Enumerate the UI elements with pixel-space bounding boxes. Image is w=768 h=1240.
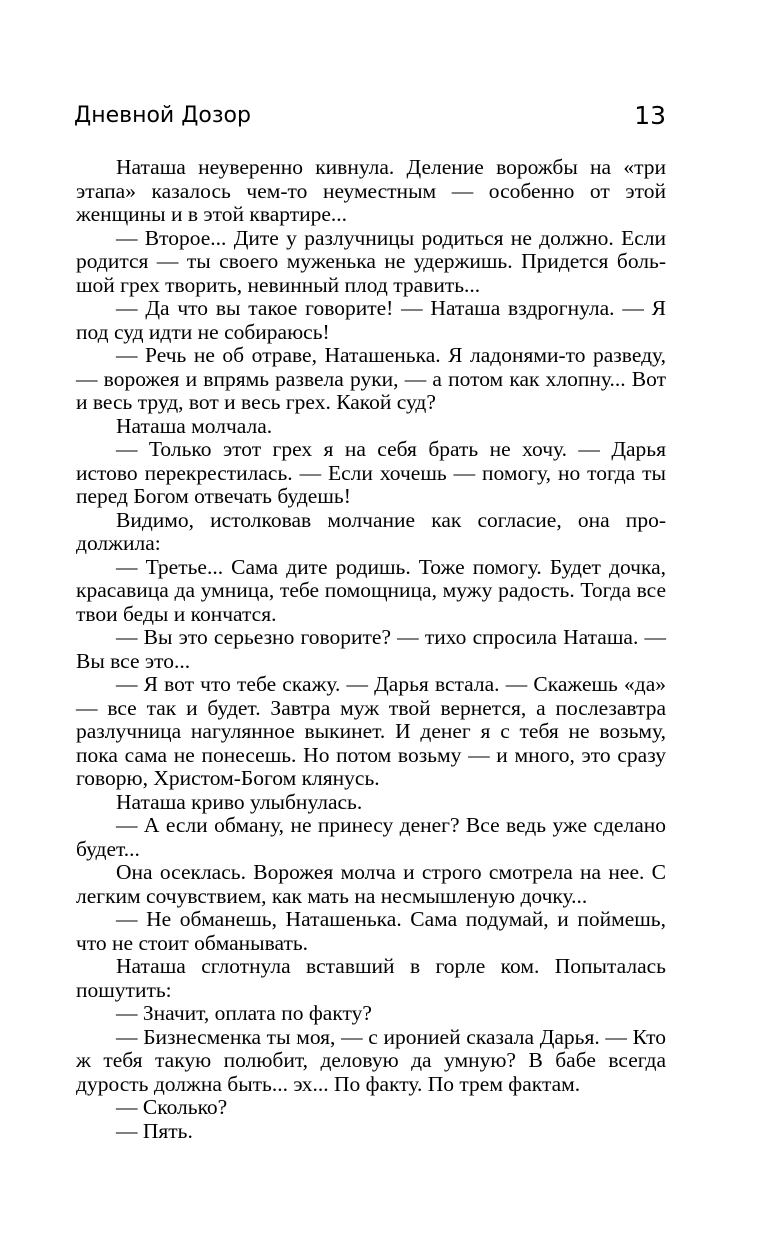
paragraph: — Сколько?: [116, 1095, 228, 1119]
paragraph: — Не обманешь, Наташенька. Сама подумай, и поймешь, что не стоит обманывать.: [76, 907, 666, 955]
paragraph: Наташа молчала.: [116, 413, 273, 438]
paragraph: — Речь не об отраве, Наташенька. Я ладонями-то разведу, — ворожея и впрямь развела руки, — а потом как хлопну... Вот и весь труд, вот и весь грех. Какой суд?: [76, 343, 666, 414]
running-title: Дневной Дозор: [74, 103, 251, 128]
paragraph: — Только этот грех я на себя брать не хочу. — Дарья истово перекрестилась. — Если хочешь — помогу, но тогда ты перед Богом отвечать будешь!: [76, 437, 666, 508]
paragraph: Наташа неуверенно кивнула. Деление ворожбы на «три этапа» казалось чем-то неуместным — особенно от этой женщины и в этой квартире...: [76, 155, 666, 226]
running-header: [74, 98, 666, 138]
paragraph: — Бизнесменка ты моя, — с иронией сказала Дарья. — Кто ж тебя такую полюбит, деловую да умную? В бабе всегда дурость должна быть... эх... По факту. По трем фактам.: [76, 1024, 666, 1096]
paragraph: — Я вот что тебе скажу. — Дарья встала. — Скажешь «да» — все так и будет. Завтра муж твой вернется, а послезавтра разлучница нагулянное выкинет. И денег я с тебя не возьму, пока сама не понесешь. Но потом возьму — и много, это сразу говорю, Христом-Богом клянусь.: [76, 672, 666, 790]
paragraph: Наташа криво улыбнулась.: [116, 789, 363, 814]
paragraph: — Третье... Сама дите родишь. Тоже помогу. Будет дочка, красавица да умница, тебе помощница, мужу радость. Тогда все твои беды и кончатся.: [76, 554, 666, 626]
paragraph: — Да что вы такое говорите! — Наташа вздрогнула. — Я под суд идти не собираюсь!: [76, 296, 666, 344]
paragraph: — А если обману, не принесу денег? Все ведь уже сделано будет...: [76, 813, 666, 861]
paragraph: Видимо, истолковав молчание как согласие, она продолжила:: [76, 507, 666, 555]
body-text: [76, 156, 666, 1143]
paragraph: Наташа сглотнула вставший в горле ком. Попыталась пошутить:: [76, 954, 666, 1002]
paragraph: — Пять.: [116, 1118, 193, 1143]
paragraph: — Значит, оплата по факту?: [116, 1001, 372, 1025]
paragraph: Она осеклась. Ворожея молча и строго смотрела на нее. С легким сочувствием, как мать на несмышленую дочку...: [76, 860, 666, 908]
paragraph: — Вы это серьезно говорите? — тихо спросила Наташа. — Вы все это...: [76, 625, 666, 673]
page-number: 13: [634, 101, 666, 130]
paragraph: — Второе... Дите у разлучницы родиться не должно. Если родится — ты своего муженька не удержишь. Придется большой грех творить, невинный плод травить...: [76, 225, 666, 297]
